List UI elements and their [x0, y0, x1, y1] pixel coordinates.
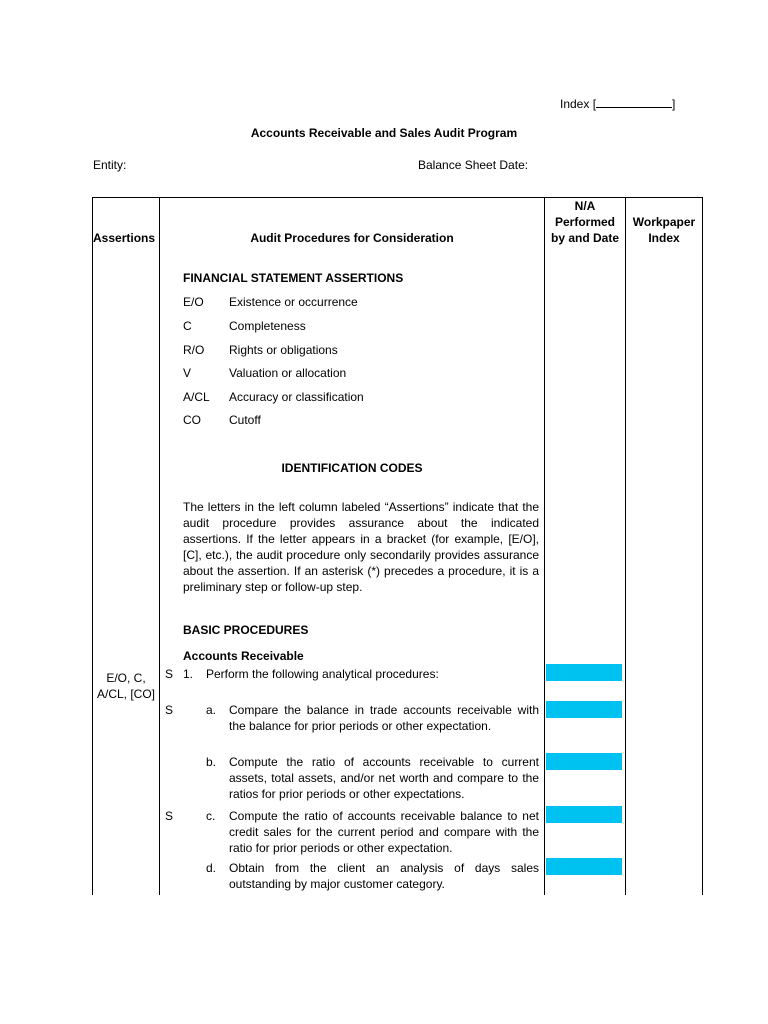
- assertion-code: R/O: [183, 343, 205, 357]
- item-letter: a.: [206, 703, 217, 717]
- item-text: Compute the ratio of accounts receivable balance to net credit sales for the current period and compare with the ratio for prior periods or other expectation.: [229, 809, 539, 855]
- assertion-label: Valuation or allocation: [229, 366, 347, 380]
- assertion-codes-step1: E/O, C, A/CL, [CO]: [96, 671, 155, 701]
- item-letter: c.: [206, 809, 216, 823]
- assertion-label: Accuracy or classification: [229, 390, 364, 404]
- assertion-code: A/CL: [183, 390, 210, 404]
- signoff-cell[interactable]: [546, 858, 622, 875]
- column-divider-1: [159, 197, 160, 895]
- signoff-cell[interactable]: [546, 701, 622, 718]
- assertion-code: V: [183, 366, 192, 380]
- table-right-border: [702, 197, 703, 895]
- entity-label: Entity:: [93, 158, 127, 172]
- column-header-workpaper-index: Workpaper Index: [632, 215, 696, 245]
- signoff-cell[interactable]: [546, 806, 622, 823]
- column-header-assertions: Assertions: [93, 231, 156, 245]
- assertion-label: Rights or obligations: [229, 343, 338, 357]
- table-left-border: [92, 197, 93, 895]
- s-marker: S: [165, 809, 174, 823]
- item-letter: b.: [206, 755, 217, 769]
- section-heading-basic: BASIC PROCEDURES: [183, 623, 309, 637]
- column-header-na-performed: N/A Performed by and Date: [550, 199, 619, 245]
- assertion-label: Existence or occurrence: [229, 295, 358, 309]
- assertion-code: E/O: [183, 295, 204, 309]
- index-label: Index [ ]: [560, 97, 676, 111]
- s-marker: S: [165, 667, 174, 681]
- balance-sheet-date-label: Balance Sheet Date:: [418, 158, 529, 172]
- item-text: Obtain from the client an analysis of days sales outstanding by major customer category.: [229, 861, 539, 891]
- column-header-procedures: Audit Procedures for Consideration: [250, 231, 454, 245]
- identification-paragraph: The letters in the left column labeled “Assertions” indicate that the audit procedure provides assurance about the indicated assertions. If the letter appears in a bracket (for example, [E/O], [C], etc.), the audit procedure only secondarily provides assurance about the assertion. If an asterisk (*) precedes a procedure, it is a preliminary step or follow-up step.: [183, 500, 539, 594]
- assertion-label: Cutoff: [229, 413, 261, 427]
- s-marker: S: [165, 703, 174, 717]
- item-letter: d.: [206, 861, 217, 875]
- section-heading-assertions: FINANCIAL STATEMENT ASSERTIONS: [183, 271, 404, 285]
- item-text: Compare the balance in trade accounts receivable with the balance for prior periods or other expectation.: [229, 703, 539, 733]
- index-blank: [596, 95, 672, 108]
- assertion-code: C: [183, 319, 192, 333]
- signoff-cell[interactable]: [546, 753, 622, 770]
- signoff-cell[interactable]: [546, 664, 622, 681]
- column-divider-3: [625, 197, 626, 895]
- item-text: Compute the ratio of accounts receivable to current assets, total assets, and/or net worth and compare to the ratios for prior periods or other expectations.: [229, 755, 539, 801]
- column-divider-2: [544, 197, 545, 895]
- section-heading-identification: IDENTIFICATION CODES: [281, 461, 423, 475]
- assertion-label: Completeness: [229, 319, 306, 333]
- step-text: Perform the following analytical procedures:: [206, 667, 439, 681]
- subheading-accounts-receivable: Accounts Receivable: [183, 649, 304, 663]
- page-title: Accounts Receivable and Sales Audit Program: [250, 126, 518, 140]
- step-number: 1.: [183, 667, 194, 681]
- assertion-code: CO: [183, 413, 201, 427]
